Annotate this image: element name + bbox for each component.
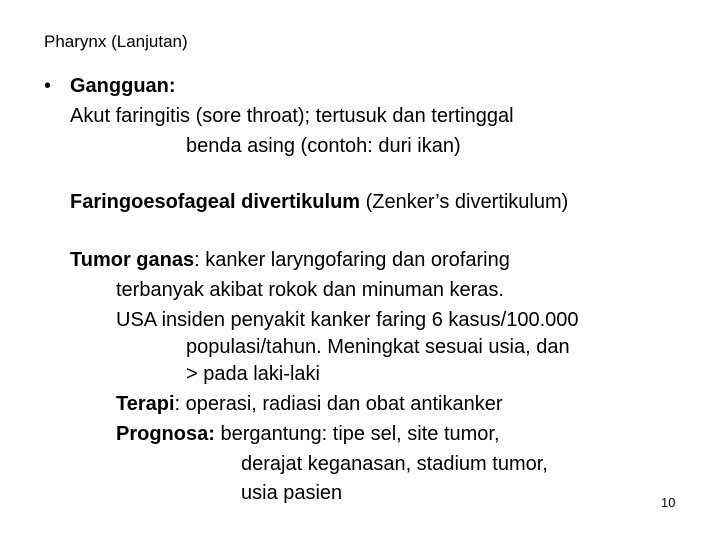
usa-incidence: USA insiden penyakit kanker faring 6 kasus/100.000: [116, 309, 579, 331]
acute-pharyngitis-term: Akut faringitis: [70, 105, 191, 127]
tumor-cause: terbanyak akibat rokok dan minuman keras.: [116, 279, 504, 301]
heading-gangguan: Gangguan:: [70, 75, 176, 97]
therapy-desc: : operasi, radiasi dan obat antikanker: [174, 393, 503, 415]
prognosis-cont2: usia pasien: [241, 482, 343, 504]
usa-incidence-cont2: > pada laki-laki: [186, 363, 320, 385]
tumor-desc: : kanker laryngofaring dan orofaring: [194, 249, 510, 271]
prognosis-cont1: derajat keganasan, stadium tumor,: [241, 453, 548, 475]
therapy-term: Terapi: [116, 393, 175, 415]
tumor-line: [70, 248, 510, 272]
acute-pharyngitis-line: [70, 104, 514, 128]
tumor-term: Tumor ganas: [70, 249, 195, 271]
diverticulum-line: [70, 190, 568, 214]
prognosis-desc: bergantung: tipe sel, site tumor,: [214, 423, 500, 445]
therapy-line: [116, 392, 503, 416]
diverticulum-term: Faringoesofageal divertikulum: [70, 191, 361, 213]
bullet-marker: •: [44, 75, 52, 97]
diverticulum-desc: (Zenker’s divertikulum): [360, 191, 569, 213]
acute-pharyngitis-desc: (sore throat); tertusuk dan tertinggal: [190, 105, 514, 127]
page-number: 10: [661, 495, 676, 510]
slide-title: Pharynx (Lanjutan): [44, 32, 188, 51]
acute-pharyngitis-cont: benda asing (contoh: duri ikan): [186, 135, 461, 157]
prognosis-term: Prognosa:: [116, 423, 215, 445]
usa-incidence-cont1: populasi/tahun. Meningkat sesuai usia, dan: [186, 336, 570, 358]
prognosis-line: [116, 422, 500, 446]
